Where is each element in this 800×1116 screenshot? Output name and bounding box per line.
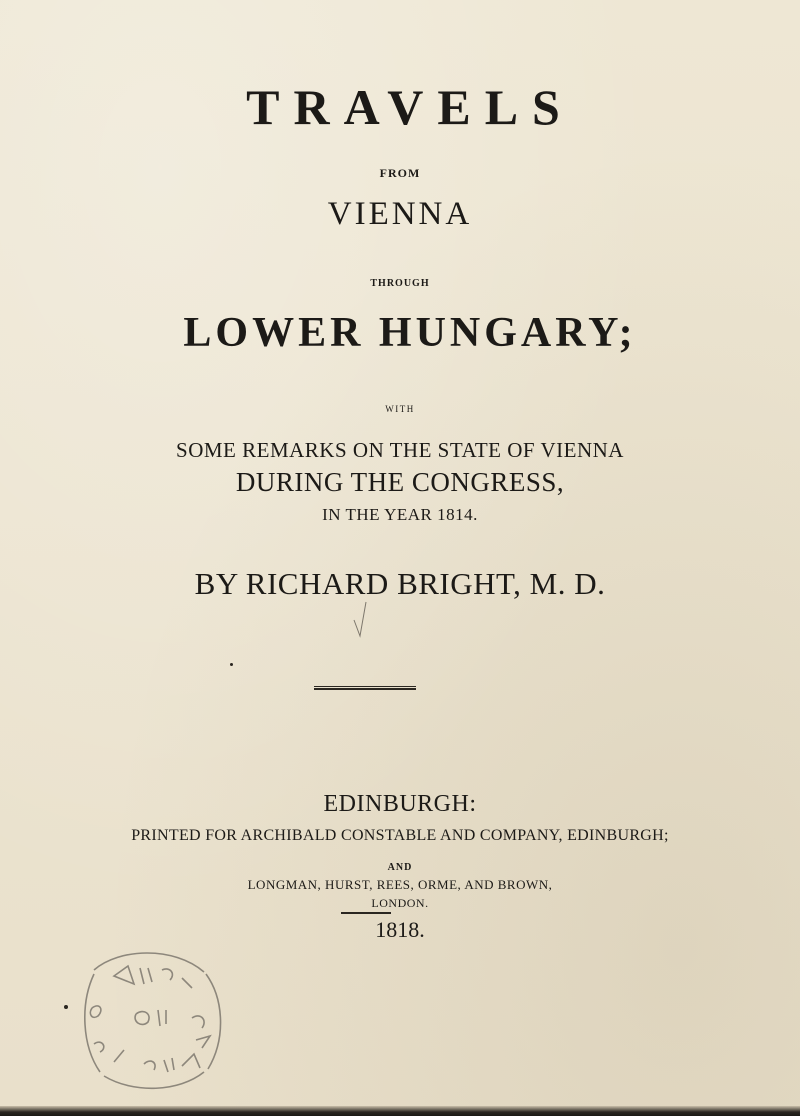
with-label: WITH (385, 404, 415, 414)
publishers-line: LONGMAN, HURST, REES, ORME, AND BROWN, (247, 877, 553, 892)
publication-year: 1818. (375, 917, 425, 942)
page-bottom-edge (0, 1106, 800, 1116)
subtitle-line-1: SOME REMARKS ON THE STATE OF VIENNA (176, 438, 624, 462)
ink-speck (230, 663, 233, 666)
book-title: TRAVELS (246, 79, 574, 135)
ink-speck (64, 1005, 68, 1009)
date-rule (341, 912, 391, 914)
printed-for-line: PRINTED FOR ARCHIBALD CONSTABLE AND COMPANY, EDINBURGH; (131, 827, 669, 844)
pencil-mark-icon (340, 598, 380, 638)
region-title: LOWER HUNGARY; (183, 310, 637, 356)
city-from: VIENNA (327, 196, 473, 232)
ornamental-rule (314, 686, 416, 690)
author-line: BY RICHARD BRIGHT, M. D. (194, 566, 606, 601)
subtitle-line-3: IN THE YEAR 1814. (322, 505, 478, 524)
through-label: THROUGH (370, 278, 430, 289)
publishers-city: LONDON. (371, 896, 429, 910)
imprint-city: EDINBURGH: (323, 791, 477, 817)
library-stamp-icon (74, 944, 244, 1094)
from-label: FROM (379, 166, 421, 180)
subtitle-line-2: DURING THE CONGRESS, (235, 467, 565, 497)
and-label: AND (387, 862, 413, 873)
ornamental-rule-inner (314, 688, 416, 689)
